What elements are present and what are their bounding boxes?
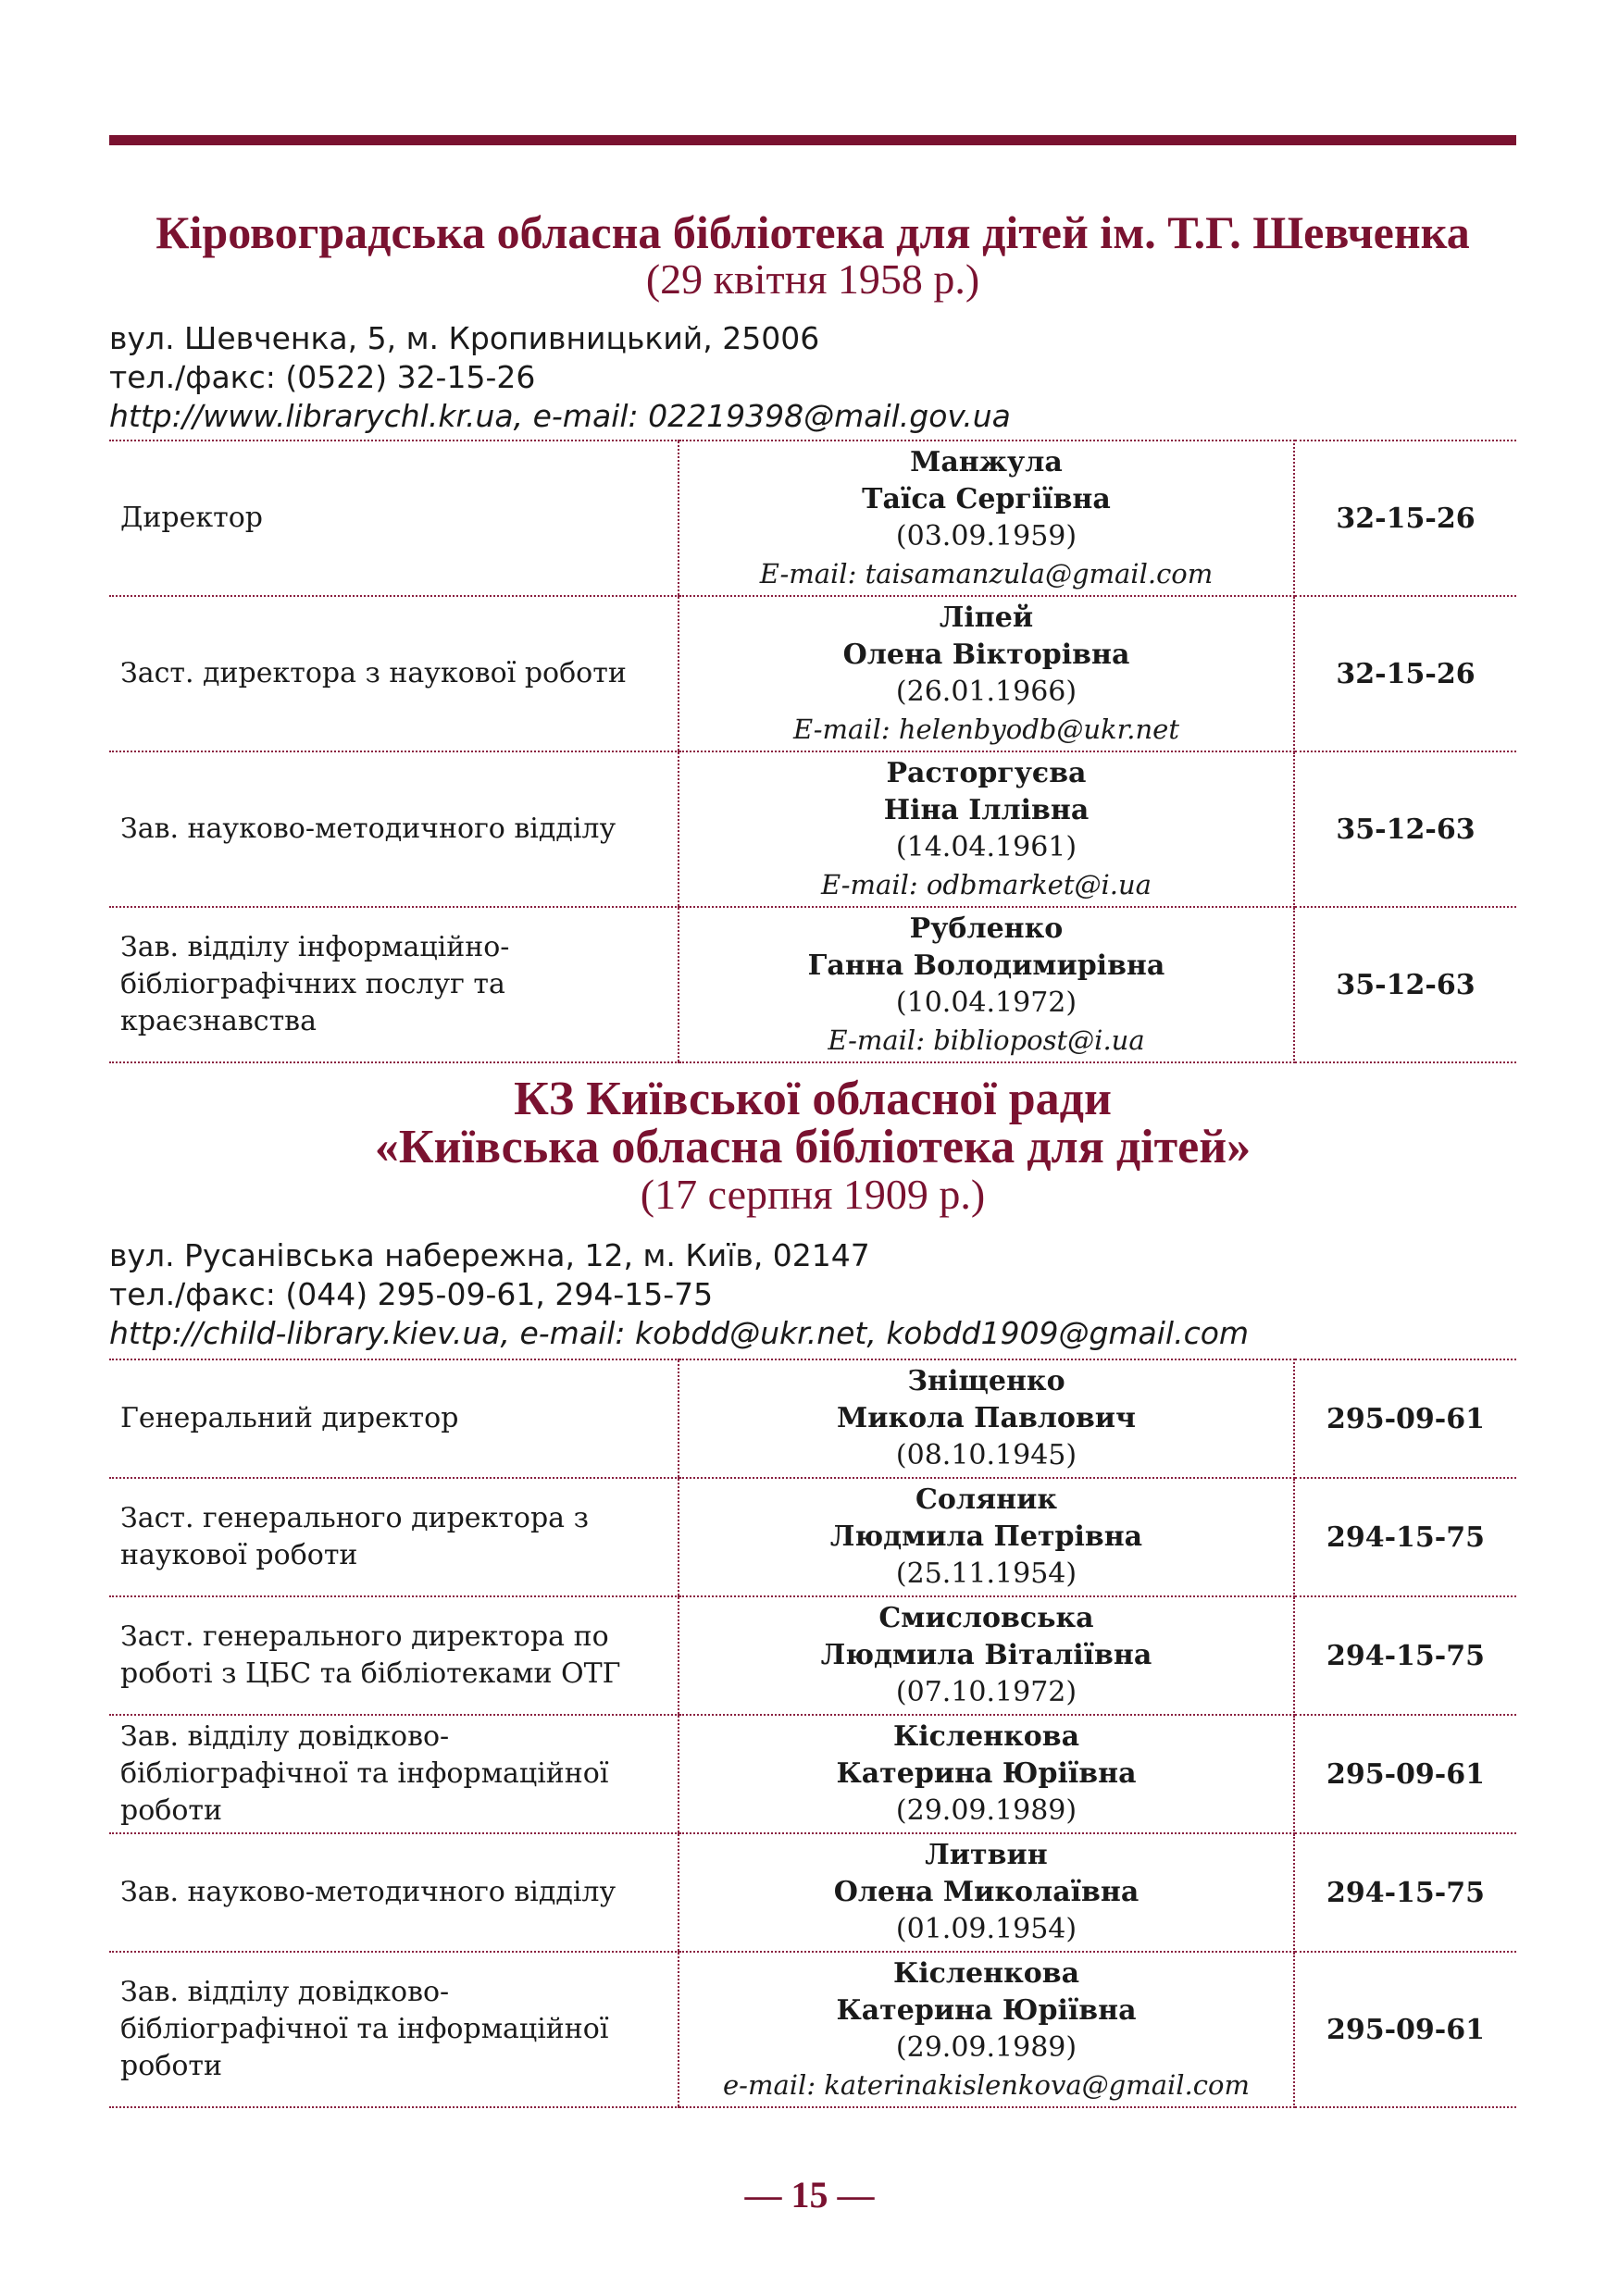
position-cell: Заст. директора з наукової роботи: [109, 596, 679, 751]
phone-cell: 35-12-63: [1294, 751, 1516, 907]
given-name: Олена Миколаївна: [833, 1876, 1140, 1908]
phone-cell: 294-15-75: [1294, 1596, 1516, 1715]
given-name: Людмила Петрівна: [829, 1520, 1143, 1553]
surname: Кісленкова: [892, 1720, 1080, 1753]
person-cell: [679, 1596, 1294, 1715]
table-row: [109, 751, 1516, 907]
surname: Кісленкова: [892, 1957, 1080, 1990]
birth-date: (29.09.1989): [895, 2031, 1077, 2064]
email: E-mail: taisamanzula@gmail.com: [759, 558, 1214, 590]
phone-cell: 295-09-61: [1294, 1952, 1516, 2107]
given-name: Ганна Володимирівна: [807, 949, 1165, 982]
email: E-mail: bibliopost@i.ua: [828, 1024, 1145, 1056]
org-address: вул. Шевченка, 5, м. Кропивницький, 25006: [109, 320, 820, 356]
position-cell: Зав. науково-методичного відділу: [109, 1833, 679, 1952]
surname: Литвин: [925, 1839, 1048, 1871]
birth-date: (26.01.1966): [895, 676, 1077, 708]
given-name: Катерина Юріївна: [836, 1757, 1137, 1790]
table-row: [109, 441, 1516, 596]
position-cell: Генеральний директор: [109, 1359, 679, 1478]
email: E-mail: odbmarket@i.ua: [821, 869, 1152, 900]
phone-cell: 294-15-75: [1294, 1478, 1516, 1596]
table-row: [109, 1952, 1516, 2107]
position-cell: Зав. науково-методичного відділу: [109, 751, 679, 907]
org-kirovohrad: [109, 208, 1516, 1063]
org-kyiv: [109, 1075, 1516, 2108]
position-cell: Директор: [109, 441, 679, 596]
person-cell: [679, 1952, 1294, 2107]
surname: Манжула: [910, 446, 1063, 478]
org-phone: тел./факс: (044) 295-09-61, 294-15-75: [109, 1276, 714, 1312]
org-title-line2: «Київська обласна бібліотека для дітей»: [374, 1121, 1252, 1173]
org-web: http://www.librarychl.kr.ua, e-mail: 02219398@mail.gov.ua: [109, 398, 1011, 434]
person-cell: [679, 441, 1294, 596]
phone-cell: 295-09-61: [1294, 1359, 1516, 1478]
org-founded-date: (17 серпня 1909 р.): [640, 1171, 986, 1218]
phone-cell: 32-15-26: [1294, 441, 1516, 596]
birth-date: (25.11.1954): [895, 1558, 1077, 1590]
surname: Смисловська: [878, 1602, 1094, 1634]
phone-cell: 32-15-26: [1294, 596, 1516, 751]
phone-cell: 294-15-75: [1294, 1833, 1516, 1952]
org-founded-date: (29 квітня 1958 р.): [645, 255, 980, 303]
person-cell: [679, 1359, 1294, 1478]
table-row: [109, 1596, 1516, 1715]
person-cell: [679, 1833, 1294, 1952]
birth-date: (10.04.1972): [895, 987, 1077, 1019]
org-title: Кіровоградська обласна бібліотека для дітей ім. Т.Г. Шевченка: [156, 206, 1470, 258]
birth-date: (01.09.1954): [895, 1913, 1077, 1945]
birth-date: (03.09.1959): [895, 520, 1077, 552]
given-name: Олена Вікторівна: [842, 639, 1130, 671]
person-cell: [679, 1715, 1294, 1833]
given-name: Таїса Сергіївна: [862, 483, 1111, 515]
email: E-mail: helenbyodb@ukr.net: [793, 714, 1179, 745]
org-title-line1: КЗ Київської обласної ради: [514, 1073, 1112, 1125]
position-cell: Заст. генерального директора по роботі з ЦБС та бібліотеками ОТГ: [109, 1596, 679, 1715]
table-row: [109, 907, 1516, 1062]
surname: Рубленко: [909, 912, 1064, 945]
given-name: Ніна Іллівна: [883, 794, 1090, 826]
table-row: [109, 1715, 1516, 1833]
birth-date: (08.10.1945): [895, 1439, 1077, 1471]
staff-table: [109, 1359, 1516, 2108]
position-cell: Зав. відділу інформаційно-бібліографічних послуг та краєзнавства: [109, 907, 679, 1062]
surname: Ліпей: [939, 602, 1034, 634]
person-cell: [679, 751, 1294, 907]
table-row: [109, 1833, 1516, 1952]
email: e-mail: katerinakislenkova@gmail.com: [723, 2069, 1250, 2101]
birth-date: (29.09.1989): [895, 1794, 1077, 1827]
phone-cell: 35-12-63: [1294, 907, 1516, 1062]
person-cell: [679, 907, 1294, 1062]
given-name: Микола Павлович: [837, 1402, 1136, 1434]
person-cell: [679, 1478, 1294, 1596]
position-cell: Зав. відділу довідково-бібліографічної та інформаційної роботи: [109, 1952, 679, 2107]
top-rule: [109, 135, 1516, 145]
table-row: [109, 1359, 1516, 1478]
page-number: — 15 —: [744, 2174, 875, 2215]
given-name: Людмила Віталіївна: [820, 1639, 1152, 1671]
position-cell: Зав. відділу довідково-бібліографічної та інформаційної роботи: [109, 1715, 679, 1833]
surname: Расторгуєва: [886, 757, 1087, 789]
table-row: [109, 596, 1516, 751]
given-name: Катерина Юріївна: [836, 1994, 1137, 2027]
org-phone: тел./факс: (0522) 32-15-26: [109, 359, 536, 395]
birth-date: (14.04.1961): [895, 831, 1077, 863]
surname: Соляник: [915, 1483, 1058, 1516]
surname: Зніщенко: [907, 1365, 1065, 1397]
staff-table: [109, 440, 1516, 1063]
org-address: вул. Русанівська набережна, 12, м. Київ, 02147: [109, 1237, 870, 1273]
person-cell: [679, 596, 1294, 751]
org-web: http://child-library.kiev.ua, e-mail: kobdd@ukr.net, kobdd1909@gmail.com: [109, 1315, 1250, 1351]
position-cell: Заст. генерального директора з наукової роботи: [109, 1478, 679, 1596]
table-row: [109, 1478, 1516, 1596]
phone-cell: 295-09-61: [1294, 1715, 1516, 1833]
birth-date: (07.10.1972): [895, 1676, 1077, 1708]
